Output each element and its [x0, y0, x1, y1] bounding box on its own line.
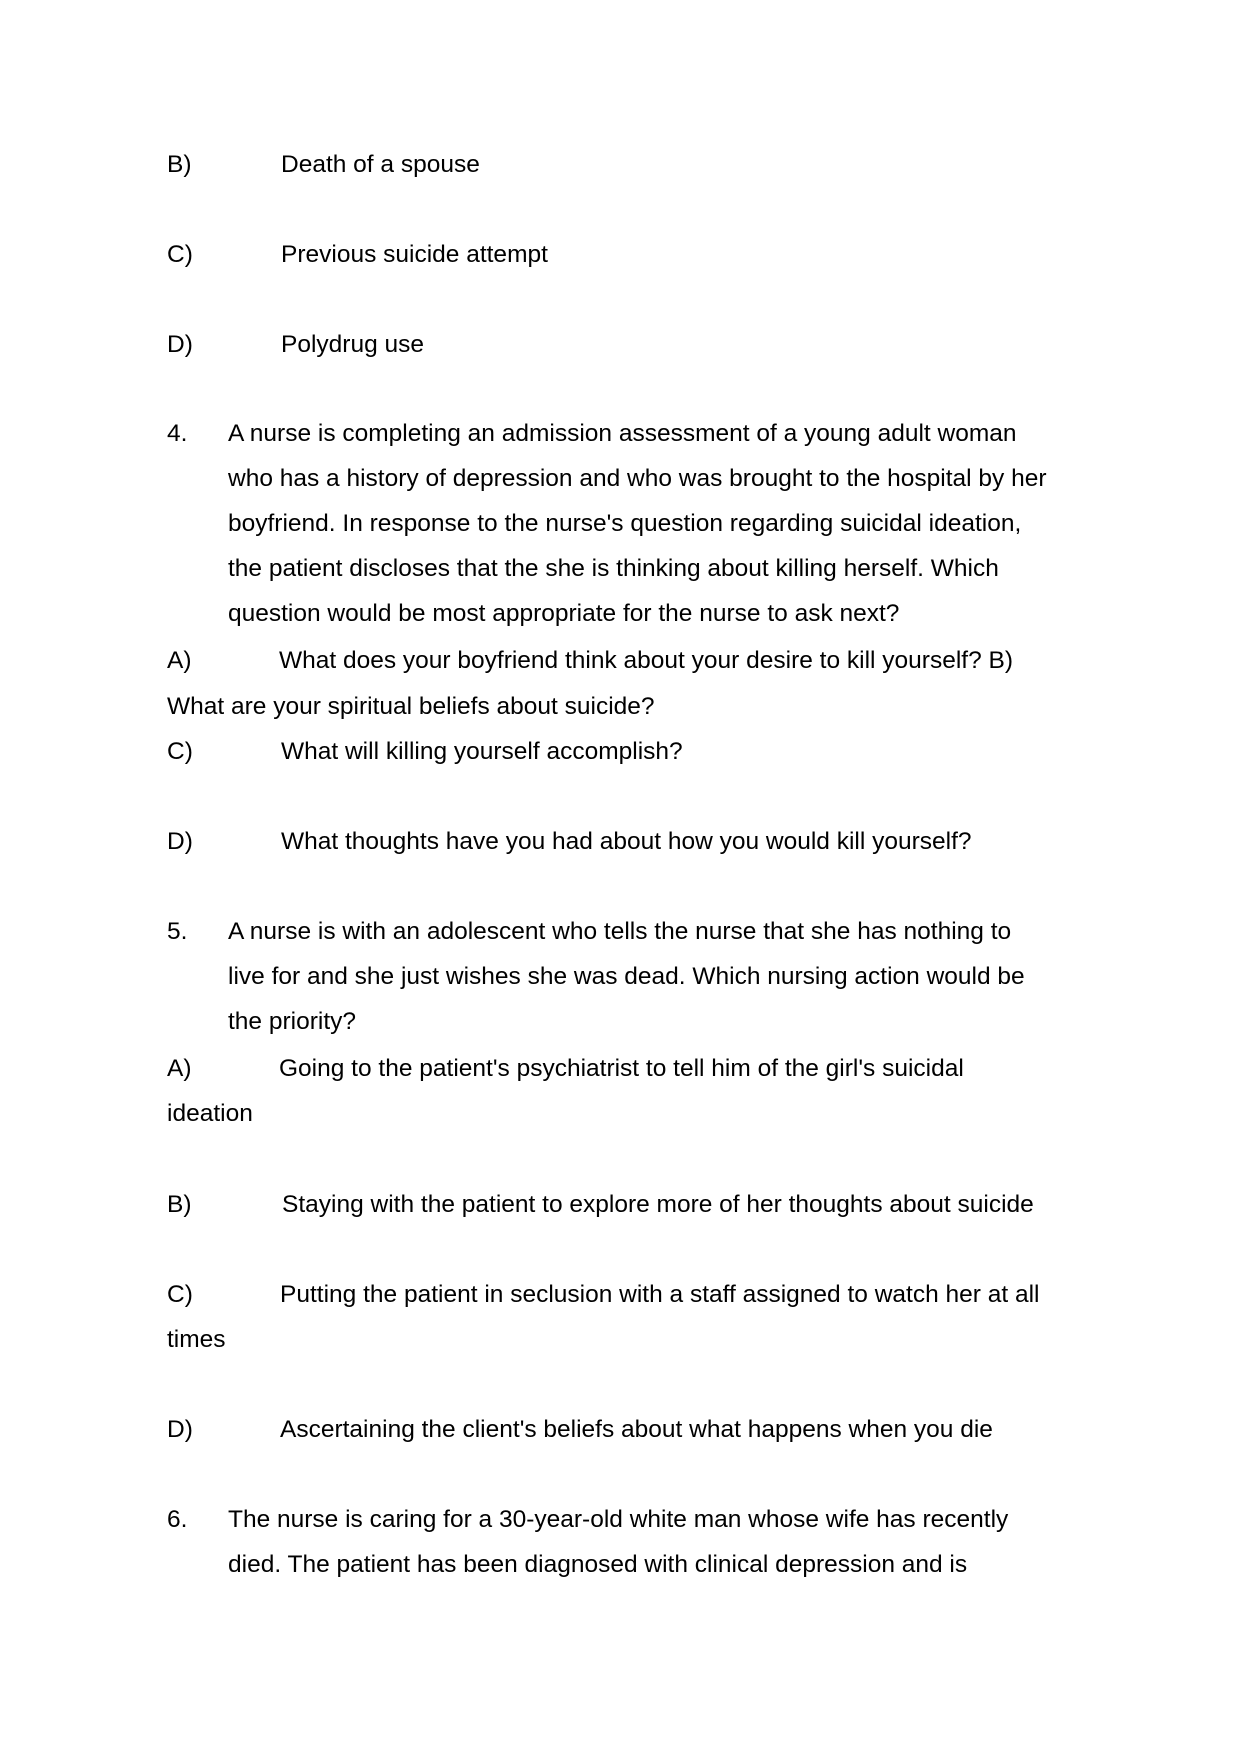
q5-option-a-continued: ideation [167, 1100, 253, 1127]
q3-option-c-letter: C) [167, 241, 193, 268]
q4-stem-line-5: question would be most appropriate for the nurse to ask next? [228, 600, 900, 627]
q5-stem-line-1: A nurse is with an adolescent who tells the nurse that she has nothing to [228, 918, 1012, 945]
q5-option-d-letter: D) [167, 1416, 193, 1443]
q4-option-c-text: What will killing yourself accomplish? [281, 738, 683, 765]
q5-number: 5. [167, 918, 188, 945]
q4-option-d-text: What thoughts have you had about how you would kill yourself? [281, 828, 972, 855]
q6-stem-line-1: The nurse is caring for a 30-year-old white man whose wife has recently [228, 1506, 1009, 1533]
q5-option-d-text: Ascertaining the client's beliefs about what happens when you die [280, 1416, 993, 1443]
q5-stem-line-2: live for and she just wishes she was dead. Which nursing action would be [228, 963, 1025, 990]
q4-option-a-text: What does your boyfriend think about your desire to kill yourself? B) [279, 647, 1014, 674]
q4-option-d-letter: D) [167, 828, 193, 855]
q5-option-a-letter: A) [167, 1055, 192, 1082]
q4-option-b-text: What are your spiritual beliefs about suicide? [167, 693, 655, 720]
q5-option-b-text: Staying with the patient to explore more of her thoughts about suicide [282, 1191, 1034, 1218]
q3-option-d-letter: D) [167, 331, 193, 358]
q5-stem-line-3: the priority? [228, 1008, 357, 1035]
q4-stem-line-2: who has a history of depression and who was brought to the hospital by her [228, 465, 1047, 492]
q5-option-c-letter: C) [167, 1281, 193, 1308]
q4-stem-line-4: the patient discloses that the she is thinking about killing herself. Which [228, 555, 999, 582]
q4-option-c-letter: C) [167, 738, 193, 765]
q5-option-c-continued: times [167, 1326, 226, 1353]
q3-option-b-letter: B) [167, 151, 192, 178]
q5-option-b-letter: B) [167, 1191, 192, 1218]
q4-stem-line-1: A nurse is completing an admission assessment of a young adult woman [228, 420, 1017, 447]
q3-option-b-text: Death of a spouse [281, 151, 480, 178]
q5-option-a-text: Going to the patient's psychiatrist to tell him of the girl's suicidal [279, 1055, 964, 1082]
q3-option-d-text: Polydrug use [281, 331, 425, 358]
q4-number: 4. [167, 420, 188, 447]
q4-option-a-letter: A) [167, 647, 192, 674]
q6-stem-line-2: died. The patient has been diagnosed with clinical depression and is [228, 1551, 968, 1578]
q6-number: 6. [167, 1506, 188, 1533]
q5-option-c-text: Putting the patient in seclusion with a staff assigned to watch her at all [280, 1281, 1040, 1308]
q3-option-c-text: Previous suicide attempt [281, 241, 548, 268]
q4-stem-line-3: boyfriend. In response to the nurse's question regarding suicidal ideation, [228, 510, 1022, 537]
